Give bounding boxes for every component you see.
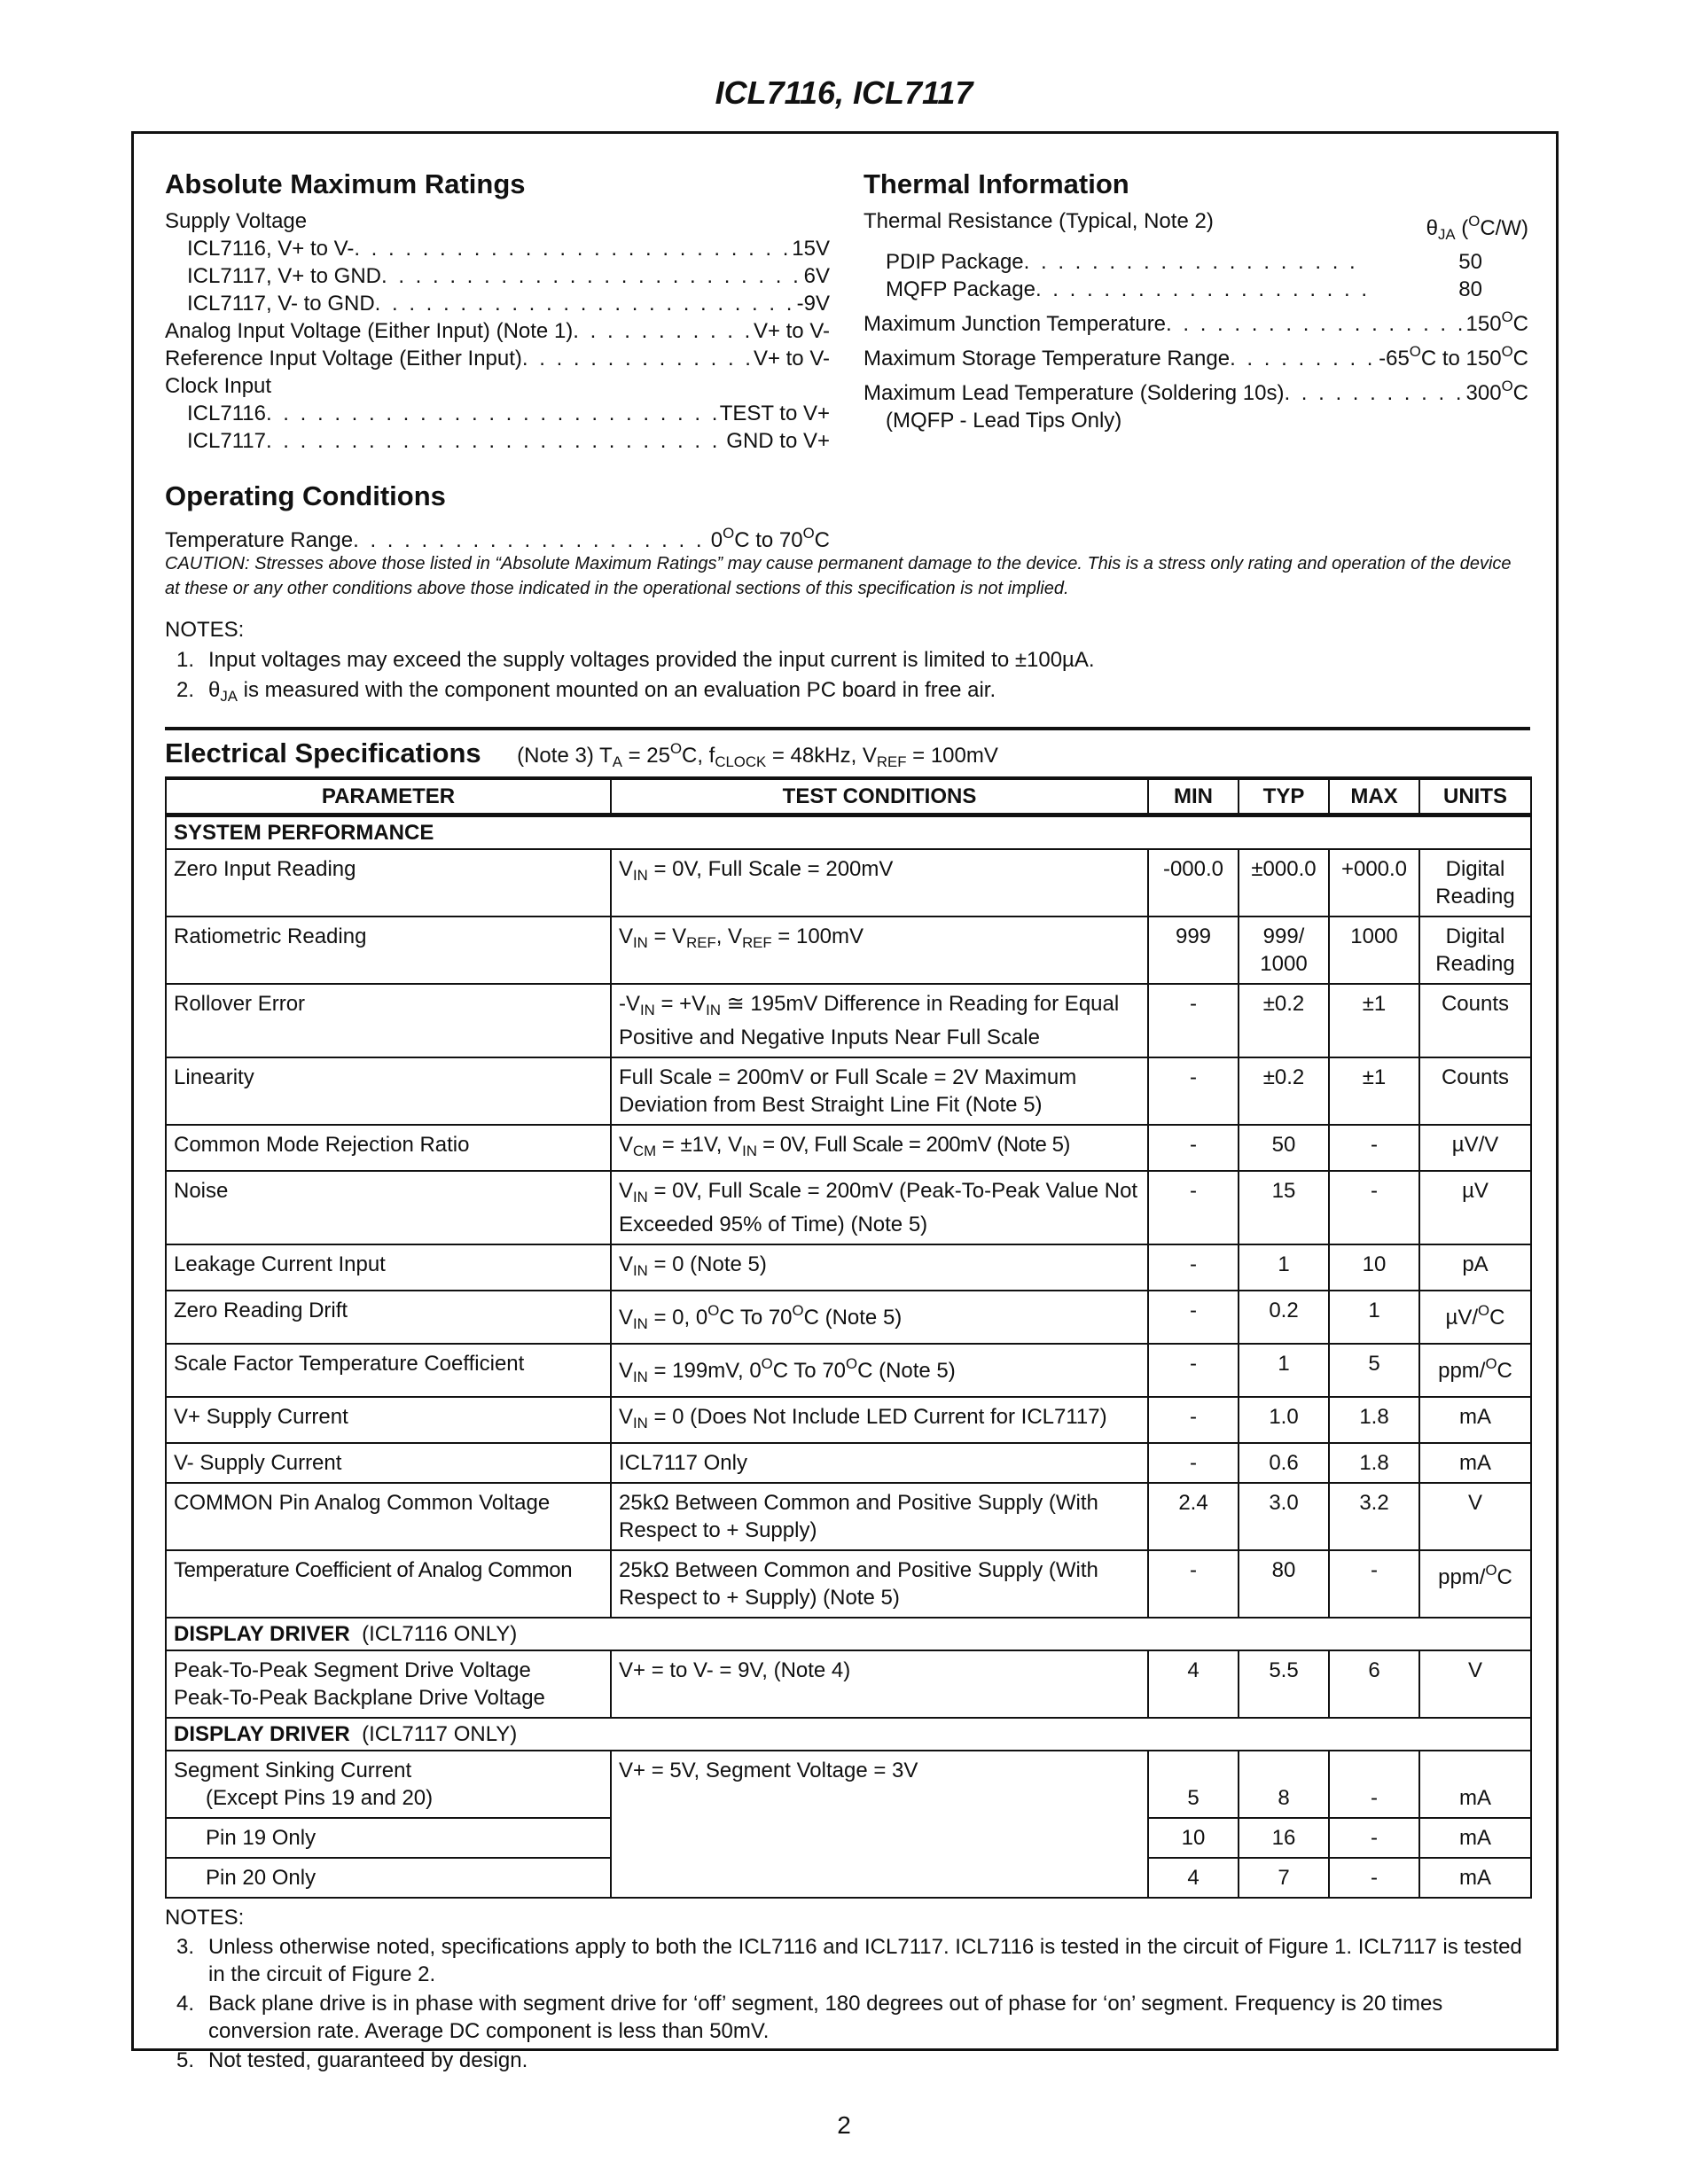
table-row (166, 1291, 1531, 1344)
package-value: 80 (1458, 277, 1482, 301)
table-row (166, 1244, 1531, 1291)
amr-row-value: -9V (796, 292, 830, 316)
amr-row (165, 400, 830, 427)
units-cell: Counts (1419, 984, 1531, 1057)
typ-cell: 8 (1239, 1751, 1329, 1818)
min-cell: - (1148, 1125, 1239, 1171)
section-row (166, 815, 1531, 850)
max-cell: 1.8 (1329, 1397, 1419, 1443)
header-min: MIN (1148, 778, 1239, 815)
section-row (166, 1618, 1531, 1650)
theta-ja-unit (1426, 207, 1528, 248)
thermal-information (864, 167, 1528, 434)
units-cell: Counts (1419, 1057, 1531, 1125)
typ-cell: ±000.0 (1239, 849, 1329, 916)
package-value: 50 (1458, 250, 1482, 274)
typ-cell: 1 (1239, 1244, 1329, 1291)
min-cell: 999 (1148, 916, 1239, 984)
thermal-heading: Thermal Information (864, 168, 1129, 199)
table-header-row (166, 778, 1531, 815)
note-text: $\theta_{JA}$ is measured with the component mounted on an evaluation PC board in free air. (208, 678, 996, 705)
note-text: Input voltages may exceed the supply voltages provided the input current is limited to ±100µA. (208, 648, 1095, 672)
electrical-specs-conditions: (Note 3) $T_A = 25^OC$, $f_{CLOCK} = 48kHz$, $V_{REF} = 100mV$ (517, 740, 998, 770)
param-cell: V+ Supply Current (166, 1397, 611, 1443)
amr-row (165, 262, 830, 290)
typ-cell: ±0.2 (1239, 1057, 1329, 1125)
thermal-row-label: Maximum Storage Temperature Range (864, 347, 1231, 370)
package-row (864, 276, 1528, 303)
page-number: 2 (837, 2111, 851, 2139)
max-cell: 5 (1329, 1344, 1419, 1397)
header-parameter: PARAMETER (166, 778, 611, 815)
param-cell: Pin 19 Only (166, 1818, 611, 1858)
amr-heading: Absolute Maximum Ratings (165, 168, 526, 199)
thermal-resistance-row (864, 207, 1528, 248)
amr-row-label: ICL7116, V+ to V- (187, 237, 355, 261)
units-cell: mA (1419, 1818, 1531, 1858)
param-cell: Segment Sinking Current (Except Pins 19 and 20) (166, 1751, 611, 1818)
units-cell: ppm/$^O$C (1419, 1344, 1531, 1397)
min-cell: - (1148, 1171, 1239, 1244)
note-number: 4. (176, 1992, 195, 2016)
table-row (166, 1443, 1531, 1483)
amr-row (165, 427, 830, 455)
electrical-specs-heading (165, 737, 1530, 771)
supply-voltage-label: Supply Voltage (165, 209, 308, 233)
note-text: Not tested, guaranteed by design. (208, 2048, 528, 2072)
package-row (864, 248, 1528, 276)
typ-cell: 50 (1239, 1125, 1329, 1171)
condition-cell: $V_{IN} = 0$, $0^OC$ To $70^OC$ (Note 5) (611, 1291, 1148, 1344)
condition-cell: $V_{IN} = V_{REF}$, $V_{REF} = 100mV$ (611, 916, 1148, 984)
unit-text: C/W) (1480, 216, 1528, 240)
package-label: MQFP Package (886, 277, 1035, 301)
caution-text: CAUTION: Stresses above those listed in “Absolute Maximum Ratings” may cause permanent damage to the device. This is a stress only rating and operation of the device at these or any other conditions above those indicated in the operational sections of this specification is not implied. (165, 554, 1512, 598)
param-cell: Peak-To-Peak Segment Drive Voltage Peak-To-Peak Backplane Drive Voltage (166, 1650, 611, 1718)
typ-cell: 80 (1239, 1550, 1329, 1618)
min-cell: 2.4 (1148, 1483, 1239, 1550)
condition-cell: $V_{IN} = 0V$, Full Scale = 200mV (Peak-To-Peak Value Not Exceeded 95% of Time) (Note 5) (611, 1171, 1148, 1244)
units-cell: mA (1419, 1751, 1531, 1818)
notes-top (165, 615, 1530, 712)
param-cell: Common Mode Rejection Ratio (166, 1125, 611, 1171)
units-cell: Digital Reading (1419, 849, 1531, 916)
condition-cell: $-V_{IN} = +V_{IN}$ ≅ 195mV Difference in Reading for Equal Positive and Negative Inputs Near Full Scale (611, 984, 1148, 1057)
thermal-row-value: $-65^OC$ to $150^OC$ (1379, 343, 1528, 370)
param-cell: Temperature Coefficient of Analog Common (166, 1550, 611, 1618)
min-cell: - (1148, 1244, 1239, 1291)
max-cell: 6 (1329, 1650, 1419, 1718)
table-row (166, 1344, 1531, 1397)
condition-cell: $V_{IN} = 0$ (Note 5) (611, 1244, 1148, 1291)
condition-cell: 25kΩ Between Common and Positive Supply (With Respect to + Supply) (611, 1483, 1148, 1550)
max-cell: ±1 (1329, 1057, 1419, 1125)
header-units: UNITS (1419, 778, 1531, 815)
table-row (166, 1125, 1531, 1171)
condition-cell: $V_{IN} = 0$ (Does Not Include LED Current for ICL7117) (611, 1397, 1148, 1443)
min-cell: 4 (1148, 1650, 1239, 1718)
typ-cell: 1 (1239, 1344, 1329, 1397)
max-cell: - (1329, 1125, 1419, 1171)
note-item (165, 2047, 1530, 2074)
min-cell: -000.0 (1148, 849, 1239, 916)
thermal-row-value: $150^OC$ (1465, 308, 1528, 336)
min-cell: 4 (1148, 1858, 1239, 1898)
condition-cell: ICL7117 Only (611, 1443, 1148, 1483)
note-number: 3. (176, 1935, 195, 1959)
amr-row-value: 15V (792, 237, 830, 261)
note-item (165, 1990, 1530, 2045)
max-cell: - (1329, 1550, 1419, 1618)
amr-row-value: TEST to V+ (719, 402, 830, 425)
min-cell: - (1148, 984, 1239, 1057)
note-item (165, 1933, 1530, 1988)
param-cell: Scale Factor Temperature Coefficient (166, 1344, 611, 1397)
note-number: 2. (176, 678, 195, 702)
degree-sup: O (1468, 213, 1481, 230)
max-cell: - (1329, 1818, 1419, 1858)
table-row (166, 984, 1531, 1057)
table-row (166, 1650, 1531, 1718)
condition-cell: 25kΩ Between Common and Positive Supply (With Respect to + Supply) (Note 5) (611, 1550, 1148, 1618)
amr-row-label: ICL7117 (187, 429, 266, 453)
param-cell: Ratiometric Reading (166, 916, 611, 984)
note-text: Back plane drive is in phase with segment drive for ‘off’ segment, 180 degrees out of phase for ‘on’ segment. Frequency is 20 times conversion rate. Average DC component is less than 50mV. (208, 1992, 1443, 2043)
param-cell: Rollover Error (166, 984, 611, 1057)
amr-row-label: ICL7116 (187, 402, 266, 425)
units-cell: µV (1419, 1171, 1531, 1244)
clock-input-label: Clock Input (165, 374, 272, 398)
amr-row-label: Analog Input Voltage (Either Input) (Note 1) (165, 319, 574, 343)
note-number: 1. (176, 648, 195, 672)
typ-cell: 0.6 (1239, 1443, 1329, 1483)
typ-cell: 16 (1239, 1818, 1329, 1858)
theta-symbol: θ (1426, 216, 1439, 240)
temperature-range-row (165, 519, 830, 554)
table-row (166, 1751, 1531, 1818)
note-item (165, 675, 1530, 712)
table-row (166, 849, 1531, 916)
section-title: DISPLAY DRIVER (ICL7117 ONLY) (166, 1718, 1531, 1751)
section-row (166, 1718, 1531, 1751)
max-cell: 3.2 (1329, 1483, 1419, 1550)
units-cell: µV/$^O$C (1419, 1291, 1531, 1344)
reference-input-row (165, 345, 830, 372)
max-cell: ±1 (1329, 984, 1419, 1057)
thermal-resistance-label: Thermal Resistance (Typical, Note 2) (864, 209, 1214, 233)
typ-cell: 5.5 (1239, 1650, 1329, 1718)
param-cell: V- Supply Current (166, 1443, 611, 1483)
min-cell: 5 (1148, 1751, 1239, 1818)
page-title: ICL7116, ICL7117 (715, 74, 973, 111)
param-cell: Leakage Current Input (166, 1244, 611, 1291)
min-cell: - (1148, 1057, 1239, 1125)
max-cell: +000.0 (1329, 849, 1419, 916)
units-cell: mA (1419, 1397, 1531, 1443)
min-cell: - (1148, 1344, 1239, 1397)
table-row (166, 1483, 1531, 1550)
max-cell: 1 (1329, 1291, 1419, 1344)
unit-text: ( (1455, 216, 1469, 240)
section-divider (165, 727, 1530, 730)
min-cell: - (1148, 1397, 1239, 1443)
junction-temp-row (864, 303, 1528, 338)
max-cell: 1.8 (1329, 1443, 1419, 1483)
electrical-specs-title: Electrical Specifications (165, 737, 481, 768)
typ-cell: 999/ 1000 (1239, 916, 1329, 984)
header-conditions: TEST CONDITIONS (611, 778, 1148, 815)
param-cell: COMMON Pin Analog Common Voltage (166, 1483, 611, 1550)
thermal-row-label: Maximum Lead Temperature (Soldering 10s) (864, 381, 1285, 405)
units-cell: µV/V (1419, 1125, 1531, 1171)
amr-row-value: GND to V+ (726, 429, 830, 453)
operating-label: Temperature Range (165, 528, 354, 552)
section-title: DISPLAY DRIVER (ICL7116 ONLY) (166, 1618, 1531, 1650)
amr-row-label: ICL7117, V- to GND (187, 292, 375, 316)
max-cell: 10 (1329, 1244, 1419, 1291)
notes-bottom (165, 1904, 1530, 2074)
units-cell: ppm/$^O$C (1419, 1550, 1531, 1618)
condition-cell: Full Scale = 200mV or Full Scale = 2V Maximum Deviation from Best Straight Line Fit (Note 5) (611, 1057, 1148, 1125)
amr-row (165, 290, 830, 317)
min-cell: - (1148, 1443, 1239, 1483)
max-cell: - (1329, 1858, 1419, 1898)
thermal-row-value: $300^OC$ (1465, 378, 1528, 405)
max-cell: - (1329, 1751, 1419, 1818)
param-cell: Zero Reading Drift (166, 1291, 611, 1344)
condition-cell: V+ = 5V, Segment Voltage = 3V (611, 1751, 1148, 1898)
typ-cell: ±0.2 (1239, 984, 1329, 1057)
condition-cell: $V_{IN} = 0V$, Full Scale = 200mV (611, 849, 1148, 916)
param-cell: Noise (166, 1171, 611, 1244)
units-cell: pA (1419, 1244, 1531, 1291)
note-text: Unless otherwise noted, specifications apply to both the ICL7116 and ICL7117. ICL7116 is tested in the circuit of Figure 1. ICL7117 is tested in the circuit of Figure 2. (208, 1935, 1522, 1986)
param-cell: Linearity (166, 1057, 611, 1125)
header-max: MAX (1329, 778, 1419, 815)
min-cell: - (1148, 1550, 1239, 1618)
electrical-specs-table (165, 776, 1532, 1899)
amr-row-label: ICL7117, V+ to GND (187, 264, 381, 288)
param-cell: Pin 20 Only (166, 1858, 611, 1898)
units-cell: V (1419, 1650, 1531, 1718)
table-row (166, 1057, 1531, 1125)
typ-cell: 1.0 (1239, 1397, 1329, 1443)
table-row (166, 916, 1531, 984)
lead-temp-note: (MQFP - Lead Tips Only) (886, 409, 1122, 433)
typ-cell: 7 (1239, 1858, 1329, 1898)
operating-value: $0^OC$ to $70^OC$ (710, 525, 830, 552)
condition-cell: $V_{IN} = 199mV$, $0^OC$ To $70^OC$ (Note 5) (611, 1344, 1148, 1397)
note-number: 5. (176, 2048, 195, 2072)
absolute-maximum-ratings (165, 167, 830, 455)
table-row (166, 1397, 1531, 1443)
header-typ: TYP (1239, 778, 1329, 815)
theta-sub: JA (1438, 226, 1456, 243)
operating-heading: Operating Conditions (165, 480, 446, 511)
amr-row-label: Reference Input Voltage (Either Input) (165, 347, 522, 370)
notes-title: NOTES: (165, 1906, 245, 1930)
package-label: PDIP Package (886, 250, 1024, 274)
typ-cell: 3.0 (1239, 1483, 1329, 1550)
amr-row-value: 6V (803, 264, 830, 288)
max-cell: - (1329, 1171, 1419, 1244)
max-cell: 1000 (1329, 916, 1419, 984)
notes-title: NOTES: (165, 618, 245, 642)
condition-cell: $V_{CM} = \pm 1V$, $V_{IN} = 0V$, Full Scale = 200mV (Note 5) (611, 1125, 1148, 1171)
condition-cell: V+ = to V- = 9V, (Note 4) (611, 1650, 1148, 1718)
units-cell: Digital Reading (1419, 916, 1531, 984)
storage-temp-row (864, 338, 1528, 372)
typ-cell: 0.2 (1239, 1291, 1329, 1344)
table-row (166, 1171, 1531, 1244)
operating-conditions (165, 479, 830, 554)
lead-temp-row (864, 372, 1528, 407)
typ-cell: 15 (1239, 1171, 1329, 1244)
units-cell: V (1419, 1483, 1531, 1550)
amr-row-value: V+ to V- (753, 319, 830, 343)
param-cell: Zero Input Reading (166, 849, 611, 916)
amr-row (165, 235, 830, 262)
analog-input-row (165, 317, 830, 345)
units-cell: mA (1419, 1858, 1531, 1898)
table-row (166, 1550, 1531, 1618)
min-cell: - (1148, 1291, 1239, 1344)
note-item (165, 645, 1530, 675)
thermal-row-label: Maximum Junction Temperature (864, 312, 1167, 336)
min-cell: 10 (1148, 1818, 1239, 1858)
section-title: SYSTEM PERFORMANCE (166, 815, 1531, 850)
amr-row-value: V+ to V- (753, 347, 830, 370)
units-cell: mA (1419, 1443, 1531, 1483)
